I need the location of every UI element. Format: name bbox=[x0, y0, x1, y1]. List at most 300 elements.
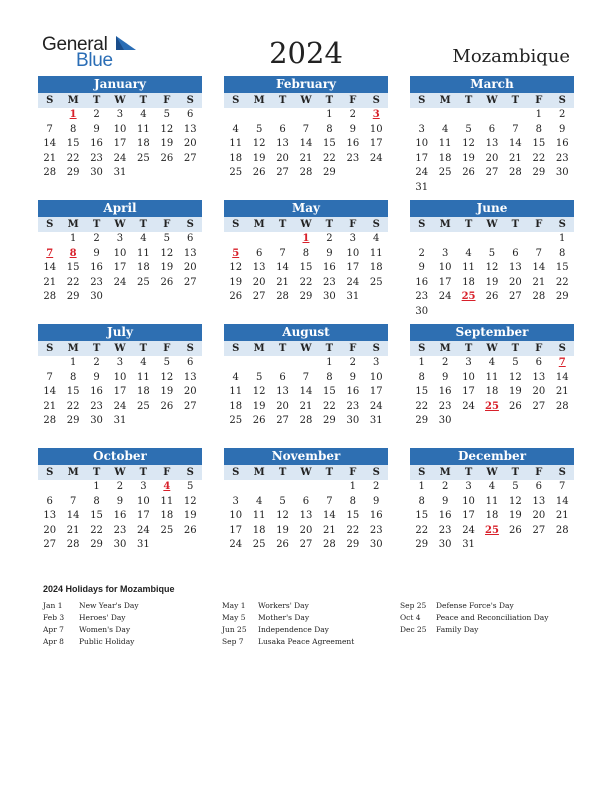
day-cell: 30 bbox=[323, 291, 336, 302]
day-cell: 27 bbox=[183, 400, 197, 412]
holiday-day: 7 bbox=[558, 357, 566, 368]
weekday-label: T bbox=[278, 467, 287, 478]
weekday-label: S bbox=[232, 219, 240, 230]
weekday-label: S bbox=[558, 95, 566, 106]
holiday-day: 8 bbox=[69, 247, 77, 259]
weekday-label: T bbox=[139, 95, 148, 106]
day-cell: 17 bbox=[415, 152, 429, 164]
day-cell: 23 bbox=[323, 276, 336, 288]
month-title: October bbox=[38, 448, 202, 465]
day-cell: 31 bbox=[462, 539, 475, 550]
weekday-label: F bbox=[349, 343, 357, 354]
weekday-label: T bbox=[92, 467, 101, 478]
day-cell: 26 bbox=[183, 524, 197, 536]
day-cell: 12 bbox=[252, 386, 266, 397]
weekday-label: M bbox=[67, 343, 79, 354]
day-cell: 6 bbox=[535, 481, 542, 492]
day-cell: 1 bbox=[326, 109, 333, 120]
day-cell: 14 bbox=[43, 138, 57, 149]
day-cell: 28 bbox=[532, 291, 546, 302]
day-cell: 29 bbox=[66, 167, 80, 178]
day-cell: 13 bbox=[252, 262, 266, 273]
holiday-item bbox=[222, 624, 354, 636]
day-cell: 25 bbox=[137, 400, 150, 412]
day-cell: 18 bbox=[137, 138, 150, 149]
empty-day bbox=[480, 232, 503, 247]
day-cell: 11 bbox=[137, 123, 150, 135]
day-cell: 25 bbox=[229, 167, 243, 178]
day-cell: 20 bbox=[43, 524, 57, 536]
holiday-name: Peace and Reconciliation Day bbox=[436, 613, 549, 622]
day-cell: 3 bbox=[465, 481, 472, 492]
weekday-label: M bbox=[253, 343, 265, 354]
weekday-label: S bbox=[558, 343, 566, 354]
day-cell: 21 bbox=[555, 386, 569, 397]
month-title: April bbox=[38, 200, 202, 217]
day-cell: 19 bbox=[252, 152, 266, 164]
empty-day bbox=[480, 108, 503, 123]
day-cell: 19 bbox=[485, 276, 499, 288]
day-cell: 2 bbox=[441, 481, 449, 492]
day-cell: 29 bbox=[323, 415, 336, 426]
day-cell: 8 bbox=[69, 123, 77, 135]
holiday-date: Sep 7 bbox=[222, 637, 244, 646]
day-cell: 11 bbox=[369, 247, 383, 259]
country-name: Mozambique bbox=[452, 46, 570, 67]
weekday-label: T bbox=[92, 343, 101, 354]
day-cell: 9 bbox=[349, 371, 356, 383]
weekday-label: W bbox=[300, 343, 312, 354]
day-cell: 24 bbox=[438, 291, 452, 302]
day-cell: 24 bbox=[462, 400, 475, 412]
day-cell: 17 bbox=[369, 138, 383, 149]
day-cell: 30 bbox=[555, 167, 569, 178]
weekday-header bbox=[38, 93, 202, 108]
weekday-label: S bbox=[232, 95, 240, 106]
empty-day bbox=[504, 232, 527, 247]
weekday-label: W bbox=[114, 95, 126, 106]
weekday-label: T bbox=[511, 467, 520, 478]
day-cell: 2 bbox=[116, 481, 124, 492]
day-cell: 18 bbox=[485, 510, 499, 521]
day-cell: 27 bbox=[532, 524, 546, 536]
day-cell: 20 bbox=[183, 386, 197, 397]
day-cell: 25 bbox=[160, 524, 174, 536]
day-cell: 3 bbox=[349, 233, 356, 244]
day-cell: 5 bbox=[512, 481, 519, 492]
day-cell: 19 bbox=[509, 510, 522, 521]
day-cell: 27 bbox=[183, 152, 197, 164]
day-cell: 30 bbox=[346, 415, 360, 426]
weekday-label: S bbox=[186, 219, 194, 230]
day-cell: 1 bbox=[349, 481, 356, 492]
weekday-label: T bbox=[92, 219, 101, 230]
day-grid bbox=[410, 108, 574, 195]
day-cell: 23 bbox=[555, 152, 569, 164]
empty-day bbox=[247, 108, 270, 123]
weekday-label: W bbox=[486, 343, 498, 354]
day-cell: 19 bbox=[462, 152, 475, 164]
day-cell: 3 bbox=[465, 357, 472, 368]
day-cell: 8 bbox=[302, 247, 310, 259]
month-february bbox=[224, 76, 388, 181]
day-cell: 7 bbox=[279, 247, 286, 259]
day-cell: 29 bbox=[323, 167, 336, 178]
day-cell: 17 bbox=[113, 262, 127, 273]
day-cell: 25 bbox=[137, 276, 150, 288]
day-cell: 31 bbox=[113, 415, 127, 426]
day-cell: 4 bbox=[232, 123, 239, 135]
day-cell: 2 bbox=[93, 233, 100, 244]
day-cell: 16 bbox=[438, 386, 452, 397]
day-cell: 12 bbox=[462, 138, 475, 149]
day-cell: 14 bbox=[299, 386, 313, 397]
holiday-name: Family Day bbox=[436, 625, 479, 634]
day-cell: 26 bbox=[160, 400, 174, 412]
day-cell: 8 bbox=[326, 371, 333, 383]
day-cell: 21 bbox=[299, 152, 313, 164]
day-cell: 17 bbox=[113, 386, 127, 397]
weekday-label: T bbox=[511, 343, 520, 354]
day-cell: 29 bbox=[415, 415, 429, 426]
holiday-column bbox=[222, 600, 354, 648]
day-cell: 12 bbox=[252, 138, 266, 149]
day-cell: 10 bbox=[438, 262, 452, 273]
empty-day bbox=[224, 356, 247, 371]
holiday-day: 7 bbox=[46, 247, 54, 259]
day-cell: 6 bbox=[255, 247, 263, 259]
day-cell: 8 bbox=[69, 371, 77, 383]
day-cell: 22 bbox=[555, 276, 569, 288]
weekday-label: W bbox=[300, 219, 312, 230]
day-cell: 12 bbox=[485, 262, 499, 273]
empty-day bbox=[271, 232, 294, 247]
day-cell: 24 bbox=[369, 400, 383, 412]
day-cell: 30 bbox=[90, 291, 103, 302]
day-cell: 6 bbox=[302, 495, 310, 507]
day-cell: 10 bbox=[137, 495, 150, 507]
day-grid bbox=[224, 356, 388, 429]
day-cell: 20 bbox=[485, 152, 499, 164]
weekday-label: S bbox=[418, 467, 426, 478]
day-cell: 22 bbox=[323, 400, 336, 412]
day-cell: 21 bbox=[276, 276, 289, 288]
month-title: June bbox=[410, 200, 574, 217]
day-cell: 10 bbox=[113, 371, 127, 383]
day-cell: 5 bbox=[163, 357, 170, 368]
day-cell: 24 bbox=[113, 400, 127, 412]
holiday-name: Lusaka Peace Agreement bbox=[258, 637, 355, 646]
day-cell: 27 bbox=[183, 276, 197, 288]
day-cell: 2 bbox=[349, 109, 356, 120]
day-cell: 24 bbox=[415, 167, 429, 178]
day-cell: 20 bbox=[532, 386, 546, 397]
holiday-day: 25 bbox=[461, 291, 476, 302]
weekday-label: T bbox=[139, 343, 148, 354]
day-cell: 2 bbox=[441, 357, 449, 368]
day-cell: 29 bbox=[90, 539, 103, 550]
day-cell: 1 bbox=[69, 357, 77, 368]
weekday-label: T bbox=[511, 219, 520, 230]
day-cell: 14 bbox=[509, 138, 522, 149]
day-cell: 24 bbox=[369, 152, 383, 164]
day-cell: 17 bbox=[229, 524, 243, 536]
empty-day bbox=[247, 480, 270, 495]
day-cell: 12 bbox=[160, 247, 174, 259]
day-cell: 15 bbox=[323, 138, 336, 149]
day-cell: 23 bbox=[369, 524, 383, 536]
weekday-label: T bbox=[464, 95, 473, 106]
weekday-label: M bbox=[67, 219, 79, 230]
day-cell: 6 bbox=[512, 247, 519, 259]
empty-day bbox=[271, 356, 294, 371]
empty-day bbox=[294, 356, 317, 371]
day-cell: 19 bbox=[509, 386, 522, 397]
day-cell: 10 bbox=[369, 123, 383, 135]
day-cell: 20 bbox=[183, 138, 197, 149]
day-cell: 8 bbox=[93, 495, 100, 507]
holiday-column bbox=[400, 600, 549, 636]
day-cell: 19 bbox=[276, 524, 289, 536]
day-cell: 30 bbox=[438, 415, 452, 426]
empty-day bbox=[38, 356, 61, 371]
weekday-label: W bbox=[300, 467, 312, 478]
day-cell: 21 bbox=[43, 276, 57, 288]
day-cell: 18 bbox=[369, 262, 383, 273]
day-cell: 17 bbox=[113, 138, 127, 149]
day-cell: 13 bbox=[532, 495, 546, 507]
holiday-item bbox=[222, 636, 354, 648]
weekday-label: M bbox=[439, 467, 451, 478]
day-cell: 23 bbox=[90, 276, 103, 288]
day-cell: 1 bbox=[69, 233, 77, 244]
holidays-title: 2024 Holidays for Mozambique bbox=[43, 584, 175, 594]
day-cell: 29 bbox=[66, 291, 80, 302]
day-cell: 15 bbox=[323, 386, 336, 397]
month-september bbox=[410, 324, 574, 429]
day-cell: 2 bbox=[559, 109, 566, 120]
day-cell: 15 bbox=[66, 386, 80, 397]
day-cell: 18 bbox=[438, 152, 452, 164]
day-cell: 19 bbox=[160, 262, 174, 273]
weekday-header bbox=[224, 341, 388, 356]
holiday-name: Women's Day bbox=[79, 625, 131, 634]
day-cell: 27 bbox=[252, 291, 266, 302]
weekday-label: T bbox=[278, 343, 287, 354]
month-july bbox=[38, 324, 202, 429]
day-cell: 12 bbox=[509, 495, 522, 507]
day-cell: 2 bbox=[93, 109, 100, 120]
empty-day bbox=[247, 356, 270, 371]
weekday-label: F bbox=[535, 343, 543, 354]
day-cell: 1 bbox=[559, 233, 566, 244]
day-cell: 7 bbox=[302, 123, 310, 135]
holiday-name: New Year's Day bbox=[79, 601, 139, 610]
weekday-label: W bbox=[114, 219, 126, 230]
day-cell: 22 bbox=[90, 524, 103, 536]
weekday-label: S bbox=[46, 219, 54, 230]
holiday-day: 4 bbox=[163, 481, 171, 492]
day-cell: 23 bbox=[346, 152, 360, 164]
day-cell: 15 bbox=[415, 510, 429, 521]
holiday-date: Feb 3 bbox=[43, 613, 65, 622]
day-cell: 25 bbox=[369, 276, 383, 288]
day-cell: 26 bbox=[276, 539, 289, 550]
day-cell: 5 bbox=[255, 123, 263, 135]
month-title: August bbox=[224, 324, 388, 341]
day-cell: 28 bbox=[299, 167, 313, 178]
day-cell: 31 bbox=[137, 539, 150, 550]
day-cell: 13 bbox=[485, 138, 499, 149]
weekday-label: F bbox=[163, 95, 171, 106]
day-cell: 8 bbox=[559, 247, 566, 259]
day-cell: 10 bbox=[113, 247, 127, 259]
day-cell: 4 bbox=[373, 233, 380, 244]
empty-day bbox=[61, 480, 84, 495]
day-cell: 7 bbox=[512, 123, 519, 135]
weekday-label: T bbox=[278, 95, 287, 106]
weekday-label: S bbox=[186, 467, 194, 478]
day-cell: 13 bbox=[299, 510, 313, 521]
day-cell: 17 bbox=[137, 510, 150, 521]
holiday-date: Apr 8 bbox=[43, 637, 64, 646]
day-cell: 11 bbox=[229, 386, 243, 397]
weekday-label: T bbox=[464, 219, 473, 230]
empty-day bbox=[247, 232, 270, 247]
weekday-header bbox=[410, 93, 574, 108]
day-cell: 13 bbox=[183, 123, 197, 135]
day-cell: 12 bbox=[229, 262, 243, 273]
day-cell: 14 bbox=[555, 495, 569, 507]
day-cell: 18 bbox=[137, 386, 150, 397]
month-title: March bbox=[410, 76, 574, 93]
day-cell: 22 bbox=[415, 400, 429, 412]
weekday-label: F bbox=[535, 467, 543, 478]
day-cell: 31 bbox=[415, 181, 429, 193]
day-cell: 16 bbox=[555, 138, 569, 149]
day-cell: 8 bbox=[326, 123, 333, 135]
weekday-label: W bbox=[300, 95, 312, 106]
holiday-date: Jan 1 bbox=[43, 601, 63, 610]
day-cell: 4 bbox=[488, 481, 496, 492]
day-cell: 16 bbox=[90, 138, 103, 149]
day-grid bbox=[410, 356, 574, 429]
day-cell: 4 bbox=[465, 247, 472, 259]
empty-day bbox=[318, 480, 341, 495]
weekday-header bbox=[224, 217, 388, 232]
day-cell: 14 bbox=[532, 262, 546, 273]
day-cell: 16 bbox=[415, 276, 429, 288]
weekday-label: T bbox=[511, 95, 520, 106]
day-cell: 20 bbox=[299, 524, 313, 536]
day-cell: 1 bbox=[93, 481, 100, 492]
day-cell: 26 bbox=[252, 415, 266, 426]
month-title: November bbox=[224, 448, 388, 465]
weekday-label: S bbox=[46, 343, 54, 354]
empty-day bbox=[433, 108, 456, 123]
day-grid bbox=[224, 232, 388, 305]
day-cell: 28 bbox=[323, 539, 336, 550]
day-cell: 30 bbox=[113, 539, 127, 550]
holiday-name: Workers' Day bbox=[258, 601, 309, 610]
day-cell: 9 bbox=[93, 371, 100, 383]
day-cell: 6 bbox=[279, 123, 286, 135]
day-cell: 5 bbox=[163, 233, 170, 244]
day-cell: 27 bbox=[299, 539, 313, 550]
day-cell: 26 bbox=[485, 291, 499, 302]
day-cell: 17 bbox=[462, 386, 475, 397]
empty-day bbox=[271, 108, 294, 123]
day-cell: 18 bbox=[160, 510, 174, 521]
day-cell: 31 bbox=[369, 415, 383, 426]
day-cell: 29 bbox=[66, 415, 80, 426]
holiday-date: Sep 25 bbox=[400, 601, 427, 610]
day-cell: 28 bbox=[43, 415, 57, 426]
day-cell: 27 bbox=[532, 400, 546, 412]
day-cell: 2 bbox=[326, 233, 333, 244]
weekday-label: S bbox=[418, 95, 426, 106]
day-cell: 22 bbox=[66, 152, 80, 164]
month-title: September bbox=[410, 324, 574, 341]
holiday-item bbox=[222, 600, 354, 612]
holiday-day: 25 bbox=[485, 524, 499, 536]
day-cell: 24 bbox=[229, 539, 243, 550]
empty-day bbox=[457, 108, 480, 123]
day-cell: 7 bbox=[302, 371, 310, 383]
day-cell: 24 bbox=[462, 524, 475, 536]
weekday-header bbox=[224, 465, 388, 480]
holiday-name: Independence Day bbox=[258, 625, 329, 634]
day-cell: 6 bbox=[187, 357, 194, 368]
day-cell: 14 bbox=[276, 262, 289, 273]
weekday-label: F bbox=[163, 467, 171, 478]
weekday-header bbox=[224, 93, 388, 108]
day-cell: 15 bbox=[346, 510, 360, 521]
day-cell: 28 bbox=[299, 415, 313, 426]
day-cell: 2 bbox=[93, 357, 100, 368]
day-cell: 9 bbox=[559, 123, 566, 135]
day-grid bbox=[224, 480, 388, 553]
weekday-label: W bbox=[486, 219, 498, 230]
holiday-item bbox=[400, 600, 549, 612]
day-cell: 3 bbox=[116, 109, 124, 120]
weekday-label: T bbox=[325, 343, 334, 354]
day-grid bbox=[224, 108, 388, 181]
day-cell: 20 bbox=[276, 400, 289, 412]
day-cell: 10 bbox=[462, 495, 475, 507]
day-cell: 7 bbox=[535, 247, 542, 259]
day-cell: 29 bbox=[346, 539, 360, 550]
day-cell: 14 bbox=[555, 371, 569, 383]
weekday-label: M bbox=[67, 95, 79, 106]
month-november bbox=[224, 448, 388, 553]
day-cell: 19 bbox=[160, 386, 174, 397]
day-cell: 1 bbox=[418, 357, 425, 368]
day-cell: 18 bbox=[462, 276, 475, 288]
day-grid bbox=[38, 480, 202, 553]
day-cell: 13 bbox=[43, 510, 57, 521]
day-cell: 7 bbox=[69, 495, 77, 507]
weekday-label: S bbox=[186, 343, 194, 354]
day-cell: 14 bbox=[299, 138, 313, 149]
empty-day bbox=[294, 480, 317, 495]
weekday-header bbox=[38, 217, 202, 232]
weekday-label: S bbox=[232, 343, 240, 354]
holiday-item bbox=[400, 612, 549, 624]
day-cell: 4 bbox=[441, 123, 449, 135]
day-cell: 29 bbox=[299, 291, 313, 302]
day-cell: 14 bbox=[43, 386, 57, 397]
